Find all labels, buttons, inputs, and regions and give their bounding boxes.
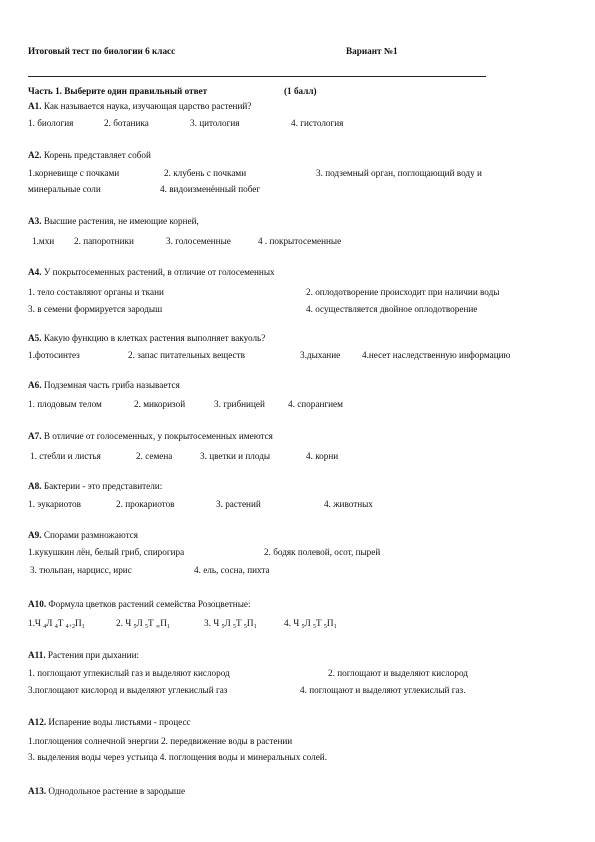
question-text: Высшие растения, не имеющие корней,: [41, 216, 199, 226]
answer-option: 1. биология: [28, 118, 74, 128]
answer-option: 1.кукушкин лён, белый гриб, спирогира: [28, 547, 185, 557]
answer-option: 3. подземный орган, поглощающий воду и: [316, 168, 482, 178]
question-text: Формула цветков растений семейства Розоцветные:: [46, 599, 251, 609]
answer-option: 2. поглощают и выделяют кислород: [328, 668, 468, 678]
question-text: У покрытосеменных растений, в отличие от голосеменных: [41, 267, 275, 277]
question-text: Растения при дыхании:: [45, 650, 140, 660]
question-a5: [28, 333, 265, 344]
answer-option: 1.фотосинтез: [28, 350, 80, 360]
answer-option: 2. микоризой: [134, 399, 186, 409]
answer-option: 1.мхи: [32, 236, 55, 246]
question-a3: [28, 216, 199, 227]
answer-option: 1. эукариотов: [28, 499, 81, 509]
question-a2: [28, 150, 151, 161]
answer-option: 3. цитология: [190, 118, 240, 128]
answer-option: 4. гистология: [291, 118, 344, 128]
answer-option: 3. растений: [216, 499, 261, 509]
header-divider: [28, 76, 486, 77]
answer-option: 3.дыхание: [300, 350, 341, 360]
question-a6: [28, 380, 180, 391]
variant-label: Вариант №1: [346, 46, 398, 56]
question-a10: [28, 599, 251, 610]
answer-option: 1. плодовым телом: [28, 399, 102, 409]
formula-option-3: 3. Ч $_5$Л $_5$Т $_5П_1$: [204, 618, 257, 630]
test-title: Итоговый тест по биологии 6 класс: [28, 46, 176, 56]
part1-points: (1 балл): [284, 86, 317, 96]
question-a7: [28, 431, 273, 442]
question-text: В отличие от голосеменных, у покрытосеменных имеются: [41, 431, 273, 441]
question-number: А2.: [28, 150, 42, 160]
answer-option: 4. поглощают и выделяют углекислый газ.: [300, 685, 466, 695]
question-number: А4.: [28, 267, 42, 277]
question-text: Какую функцию в клетках растения выполняет вакуоль?: [41, 333, 266, 343]
question-a9: [28, 530, 138, 541]
answer-option: 3. голосеменные: [166, 236, 231, 246]
question-a4: [28, 267, 275, 278]
question-number: А6.: [28, 380, 42, 390]
question-text: Спорами размножаются: [41, 530, 139, 540]
question-number: А13.: [28, 786, 47, 796]
answer-option: 2. бодяк полевой, осот, пырей: [264, 547, 381, 557]
answer-option: 2. папоротники: [74, 236, 134, 246]
answer-option: 4.несет наследственную информацию: [362, 350, 511, 360]
answer-option: 2. прокариотов: [116, 499, 175, 509]
answer-option: 3. тюльпан, нарцисс, ирис: [30, 565, 132, 575]
question-number: А7.: [28, 431, 42, 441]
formula-option-4: 4. Ч $_5$Л $_5$Т $_5П_1$: [284, 618, 337, 630]
answer-option: 4. видоизменённый побег: [160, 184, 261, 194]
question-number: А11.: [28, 650, 46, 660]
question-number: А9.: [28, 530, 42, 540]
question-text: Однодольное растение в зародыше: [46, 786, 186, 796]
answer-option: 4 . покрытосеменные: [258, 236, 342, 246]
question-number: А5.: [28, 333, 42, 343]
formula-option-2: 2. Ч $_5$Л $_5$Т $_\infty П_1$: [116, 618, 170, 630]
answer-option: 3. в семени формируется зародыш: [28, 304, 163, 314]
answer-option: 4. осуществляется двойное оплодотворение: [306, 304, 478, 314]
answer-option: 2. ботаника: [104, 118, 149, 128]
answer-option: 1. поглощают углекислый газ и выделяют кислород: [28, 668, 230, 678]
answer-option: 2. клубень с почками: [164, 168, 247, 178]
answer-option: 1. стебли и листья: [30, 451, 101, 461]
answer-option: 4. животных: [324, 499, 373, 509]
answer-option: 2. семена: [136, 451, 173, 461]
answer-option: 4. корни: [306, 451, 339, 461]
answer-option: 1.корневище с почками: [28, 168, 120, 178]
answer-option: 2. запас питательных веществ: [128, 350, 245, 360]
question-text: Корень представляет собой: [41, 150, 151, 160]
question-number: А1.: [28, 101, 42, 111]
question-text: Испарение воды листьями - процесс: [46, 717, 191, 727]
question-a11: [28, 650, 139, 661]
answer-option: 1. тело составляют органы и ткани: [28, 287, 164, 297]
question-a8: [28, 481, 162, 492]
question-a12: [28, 717, 191, 728]
part1-title: Часть 1. Выберите один правильный ответ: [28, 86, 208, 96]
answer-option-continuation: минеральные соли: [28, 184, 101, 194]
question-text: Бактерии - это представители:: [41, 481, 163, 491]
question-number: А10.: [28, 599, 47, 609]
answer-option: 3.поглощают кислород и выделяют углекислый газ: [28, 685, 228, 695]
question-number: А8.: [28, 481, 42, 491]
answer-option: 3. цветки и плоды: [200, 451, 271, 461]
answer-option: 3. выделения воды через устьица 4. поглощения воды и минеральных солей.: [28, 752, 328, 762]
answer-option: 4. спорангием: [288, 399, 343, 409]
question-a1: [28, 101, 251, 112]
question-number: А12.: [28, 717, 47, 727]
answer-option: 2. оплодотворение происходит при наличии воды: [306, 287, 500, 297]
question-text: Как называется наука, изучающая царство растений?: [41, 101, 252, 111]
question-text: Подземная часть гриба называется: [41, 380, 180, 390]
answer-option: 4. ель, сосна, пихта: [194, 565, 270, 575]
question-a13: [28, 786, 185, 797]
question-number: А3.: [28, 216, 42, 226]
answer-option: 1.поглощения солнечной энергии 2. передвижение воды в растении: [28, 736, 293, 746]
formula-option-1: 1.Ч $_4$Л $_4$Т $_{4+2}П_1$: [28, 618, 85, 630]
answer-option: 3. грибницей: [214, 399, 265, 409]
